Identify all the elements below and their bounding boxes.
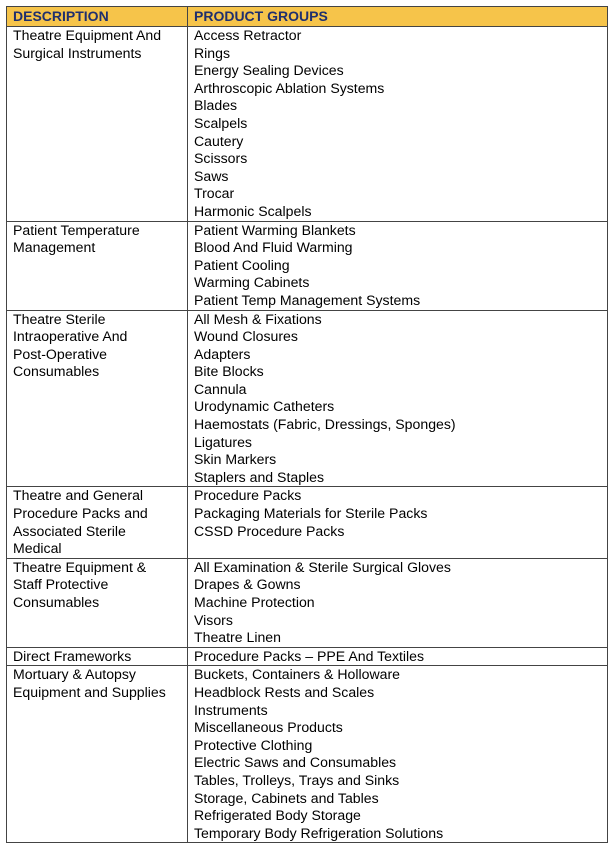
description-line: Theatre Equipment And (13, 27, 162, 43)
table-row (7, 647, 608, 666)
description-line: Management (13, 239, 96, 256)
description-cell (7, 27, 188, 222)
product-group-item: Blades (194, 97, 238, 114)
description-cell (7, 487, 188, 558)
product-group-item: Wound Closures (194, 328, 298, 345)
product-group-item: Blood And Fluid Warming (194, 239, 353, 256)
product-group-item: Procedure Packs – PPE And Textiles (194, 647, 425, 664)
table-row (7, 558, 608, 647)
product-group-item: Rings (194, 44, 231, 61)
header-row (7, 7, 608, 27)
product-groups-cell (188, 558, 608, 647)
description-line: Equipment and Supplies (13, 683, 166, 700)
product-group-item: All Examination & Sterile Surgical Gloves (194, 558, 451, 575)
product-group-item: Patient Warming Blankets (194, 221, 356, 238)
description-cell (7, 310, 188, 487)
product-group-item: Headblock Rests and Scales (194, 683, 375, 700)
table-body (7, 27, 608, 843)
product-groups-cell (188, 647, 608, 666)
product-group-item: Haemostats (Fabric, Dressings, Sponges) (194, 416, 456, 433)
product-group-item: Procedure Packs (194, 487, 302, 504)
product-group-item: Refrigerated Body Storage (194, 807, 361, 824)
description-line: Theatre and General (13, 487, 144, 504)
table-row (7, 27, 608, 222)
product-group-item: Ligatures (194, 433, 252, 450)
description-cell (7, 647, 188, 666)
description-line: Consumables (13, 594, 100, 610)
description-cell (7, 666, 188, 843)
product-group-item: Packaging Materials for Sterile Packs (194, 505, 428, 522)
product-group-item: Visors (194, 611, 233, 628)
description-line: Theatre Equipment & (13, 558, 147, 575)
table-row (7, 666, 608, 843)
product-group-item: Protective Clothing (194, 736, 313, 753)
product-group-item: Skin Markers (194, 451, 277, 468)
product-group-item: Machine Protection (194, 594, 315, 610)
description-line: Surgical Instruments (13, 44, 142, 61)
product-group-item: Temporary Body Refrigeration Solutions (194, 824, 444, 841)
product-group-item: Cautery (194, 132, 244, 149)
description-line: Staff Protective (13, 576, 109, 593)
product-group-item: Trocar (194, 185, 235, 202)
product-group-item: CSSD Procedure Packs (194, 522, 345, 539)
product-groups-cell (188, 666, 608, 843)
product-group-item: Saws (194, 167, 229, 184)
product-group-item: Energy Sealing Devices (194, 62, 344, 79)
table-row (7, 487, 608, 558)
product-groups-table (6, 6, 608, 843)
product-group-item: Buckets, Containers & Holloware (194, 666, 401, 683)
product-groups-cell (188, 310, 608, 487)
product-group-item: Scalpels (194, 114, 248, 131)
table-row (7, 310, 608, 487)
description-line: Post-Operative (13, 345, 107, 362)
product-group-item: Staplers and Staples (194, 468, 325, 485)
description-line: Direct Frameworks (13, 647, 132, 664)
product-group-item: Warming Cabinets (194, 274, 310, 291)
product-group-item: Storage, Cabinets and Tables (194, 789, 379, 806)
product-group-item: Electric Saws and Consumables (194, 754, 397, 771)
product-group-item: Miscellaneous Products (194, 719, 343, 736)
description-line: Intraoperative And (13, 328, 128, 345)
product-group-item: Urodynamic Catheters (194, 398, 335, 415)
product-group-item: Arthroscopic Ablation Systems (194, 79, 385, 96)
description-line: Medical (13, 540, 62, 557)
description-cell (7, 221, 188, 310)
product-group-item: Adapters (194, 345, 251, 362)
product-group-item: Scissors (194, 150, 248, 167)
description-line: Mortuary & Autopsy (13, 666, 136, 683)
product-group-item: Theatre Linen (194, 629, 281, 646)
description-line: Consumables (13, 363, 100, 380)
description-line: Patient Temperature (13, 221, 140, 238)
product-group-item: Harmonic Scalpels (194, 202, 312, 219)
product-group-item: Bite Blocks (194, 363, 264, 380)
product-group-item: Patient Cooling (194, 256, 290, 273)
description-cell (7, 558, 188, 647)
product-groups-cell (188, 487, 608, 558)
product-group-item: All Mesh & Fixations (194, 310, 322, 327)
table-row (7, 221, 608, 310)
product-group-item: Tables, Trolleys, Trays and Sinks (194, 771, 400, 788)
description-header: DESCRIPTION (7, 7, 188, 27)
product-group-item: Cannula (194, 380, 247, 397)
product-group-item: Instruments (194, 701, 268, 718)
product-group-item: Patient Temp Management Systems (194, 291, 421, 308)
product-groups-header: PRODUCT GROUPS (188, 7, 608, 27)
product-groups-cell (188, 221, 608, 310)
description-line: Theatre Sterile (13, 310, 106, 327)
description-line: Procedure Packs and (13, 505, 148, 522)
product-groups-cell (188, 27, 608, 222)
product-group-item: Drapes & Gowns (194, 576, 301, 593)
product-group-item: Access Retractor (194, 27, 302, 43)
description-line: Associated Sterile (13, 522, 126, 539)
